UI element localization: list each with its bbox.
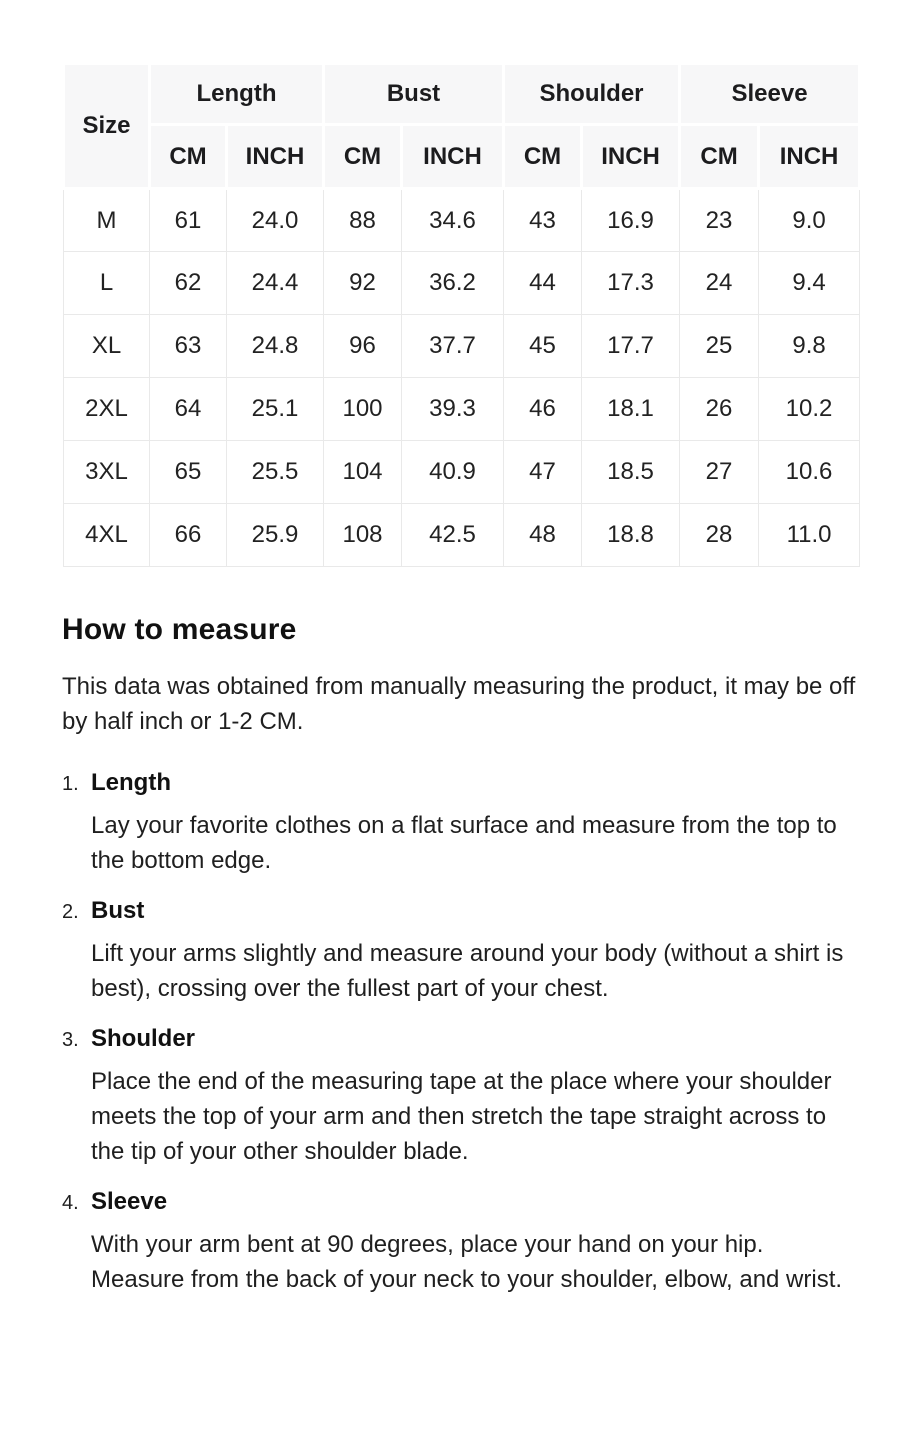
measurement-cell: 48	[504, 504, 582, 567]
measurement-cell: 100	[324, 378, 402, 441]
step-number: 2.	[62, 901, 79, 923]
measurement-cell: 18.1	[582, 378, 680, 441]
step-description: Place the end of the measuring tape at the place where your shoulder meets the top of your arm and then stretch the tape straight across to the tip of your other shoulder blade.	[91, 1068, 832, 1165]
unit-header-cm: CM	[680, 125, 759, 189]
measure-steps-list	[62, 769, 858, 1297]
unit-header-row	[64, 125, 860, 189]
measurement-cell: 65	[150, 441, 227, 504]
measurement-cell: 17.3	[582, 252, 680, 315]
measurement-cell: 27	[680, 441, 759, 504]
table-row	[64, 189, 860, 252]
measurement-cell: 9.4	[759, 252, 860, 315]
measurement-cell: 96	[324, 315, 402, 378]
measurement-cell: 36.2	[402, 252, 504, 315]
how-to-measure-section	[62, 613, 858, 1297]
measurement-cell: 28	[680, 504, 759, 567]
measurement-cell: 25	[680, 315, 759, 378]
size-label-cell: 2XL	[64, 378, 150, 441]
step-shoulder	[62, 1025, 858, 1169]
measurement-cell: 23	[680, 189, 759, 252]
measurement-cell: 108	[324, 504, 402, 567]
section-title: How to measure	[62, 613, 297, 646]
measurement-cell: 18.8	[582, 504, 680, 567]
table-row	[64, 441, 860, 504]
measurement-cell: 61	[150, 189, 227, 252]
unit-header-cm: CM	[324, 125, 402, 189]
step-number: 4.	[62, 1192, 79, 1214]
size-table-header	[64, 64, 860, 189]
step-description: Lift your arms slightly and measure around your body (without a shirt is best), crossing over the fullest part of your chest.	[91, 940, 844, 1002]
measurement-cell: 25.1	[227, 378, 324, 441]
measurement-cell: 9.0	[759, 189, 860, 252]
step-description: With your arm bent at 90 degrees, place your hand on your hip. Measure from the back of your neck to your shoulder, elbow, and wrist.	[91, 1231, 843, 1293]
measurement-cell: 24	[680, 252, 759, 315]
unit-header-cm: CM	[150, 125, 227, 189]
size-label-cell: M	[64, 189, 150, 252]
group-header-length: Length	[150, 64, 324, 125]
measurement-cell: 43	[504, 189, 582, 252]
measurement-cell: 66	[150, 504, 227, 567]
measurement-cell: 47	[504, 441, 582, 504]
table-row	[64, 315, 860, 378]
size-label-cell: L	[64, 252, 150, 315]
measurement-cell: 24.4	[227, 252, 324, 315]
step-title: Bust	[91, 897, 145, 924]
size-column-header: Size	[64, 64, 150, 189]
measurement-cell: 24.8	[227, 315, 324, 378]
measurement-cell: 16.9	[582, 189, 680, 252]
measurement-cell: 11.0	[759, 504, 860, 567]
group-header-bust: Bust	[324, 64, 504, 125]
table-row	[64, 378, 860, 441]
measurement-cell: 26	[680, 378, 759, 441]
step-number: 1.	[62, 773, 79, 795]
measurement-cell: 25.9	[227, 504, 324, 567]
measurement-cell: 17.7	[582, 315, 680, 378]
size-label-cell: 4XL	[64, 504, 150, 567]
measurement-cell: 37.7	[402, 315, 504, 378]
step-title: Shoulder	[91, 1025, 196, 1052]
measurement-cell: 92	[324, 252, 402, 315]
unit-header-cm: CM	[504, 125, 582, 189]
step-title: Length	[91, 769, 171, 796]
step-bust	[62, 897, 858, 1006]
measurement-cell: 18.5	[582, 441, 680, 504]
size-label-cell: 3XL	[64, 441, 150, 504]
measurement-cell: 9.8	[759, 315, 860, 378]
size-table-body	[64, 189, 860, 567]
measurement-cell: 10.2	[759, 378, 860, 441]
measurement-cell: 104	[324, 441, 402, 504]
measurement-cell: 88	[324, 189, 402, 252]
group-header-shoulder: Shoulder	[504, 64, 680, 125]
measurement-cell: 62	[150, 252, 227, 315]
measurement-cell: 24.0	[227, 189, 324, 252]
size-label-cell: XL	[64, 315, 150, 378]
intro-text: This data was obtained from manually measuring the product, it may be off by half inch or 1-2 CM.	[62, 673, 856, 735]
unit-header-inch: INCH	[759, 125, 860, 189]
measurement-cell: 10.6	[759, 441, 860, 504]
measurement-cell: 25.5	[227, 441, 324, 504]
table-row	[64, 504, 860, 567]
measurement-cell: 42.5	[402, 504, 504, 567]
step-number: 3.	[62, 1029, 79, 1051]
measurement-cell: 34.6	[402, 189, 504, 252]
group-header-row	[64, 64, 860, 125]
size-chart-table	[62, 62, 861, 567]
measurement-cell: 45	[504, 315, 582, 378]
step-description: Lay your favorite clothes on a flat surface and measure from the top to the bottom edge.	[91, 812, 837, 874]
unit-header-inch: INCH	[582, 125, 680, 189]
measurement-cell: 40.9	[402, 441, 504, 504]
measurement-cell: 39.3	[402, 378, 504, 441]
measurement-cell: 44	[504, 252, 582, 315]
measurement-cell: 64	[150, 378, 227, 441]
step-sleeve	[62, 1188, 858, 1297]
unit-header-inch: INCH	[227, 125, 324, 189]
measurement-cell: 63	[150, 315, 227, 378]
step-title: Sleeve	[91, 1188, 168, 1215]
measurement-cell: 46	[504, 378, 582, 441]
unit-header-inch: INCH	[402, 125, 504, 189]
table-row	[64, 252, 860, 315]
step-length	[62, 769, 858, 878]
group-header-sleeve: Sleeve	[680, 64, 860, 125]
